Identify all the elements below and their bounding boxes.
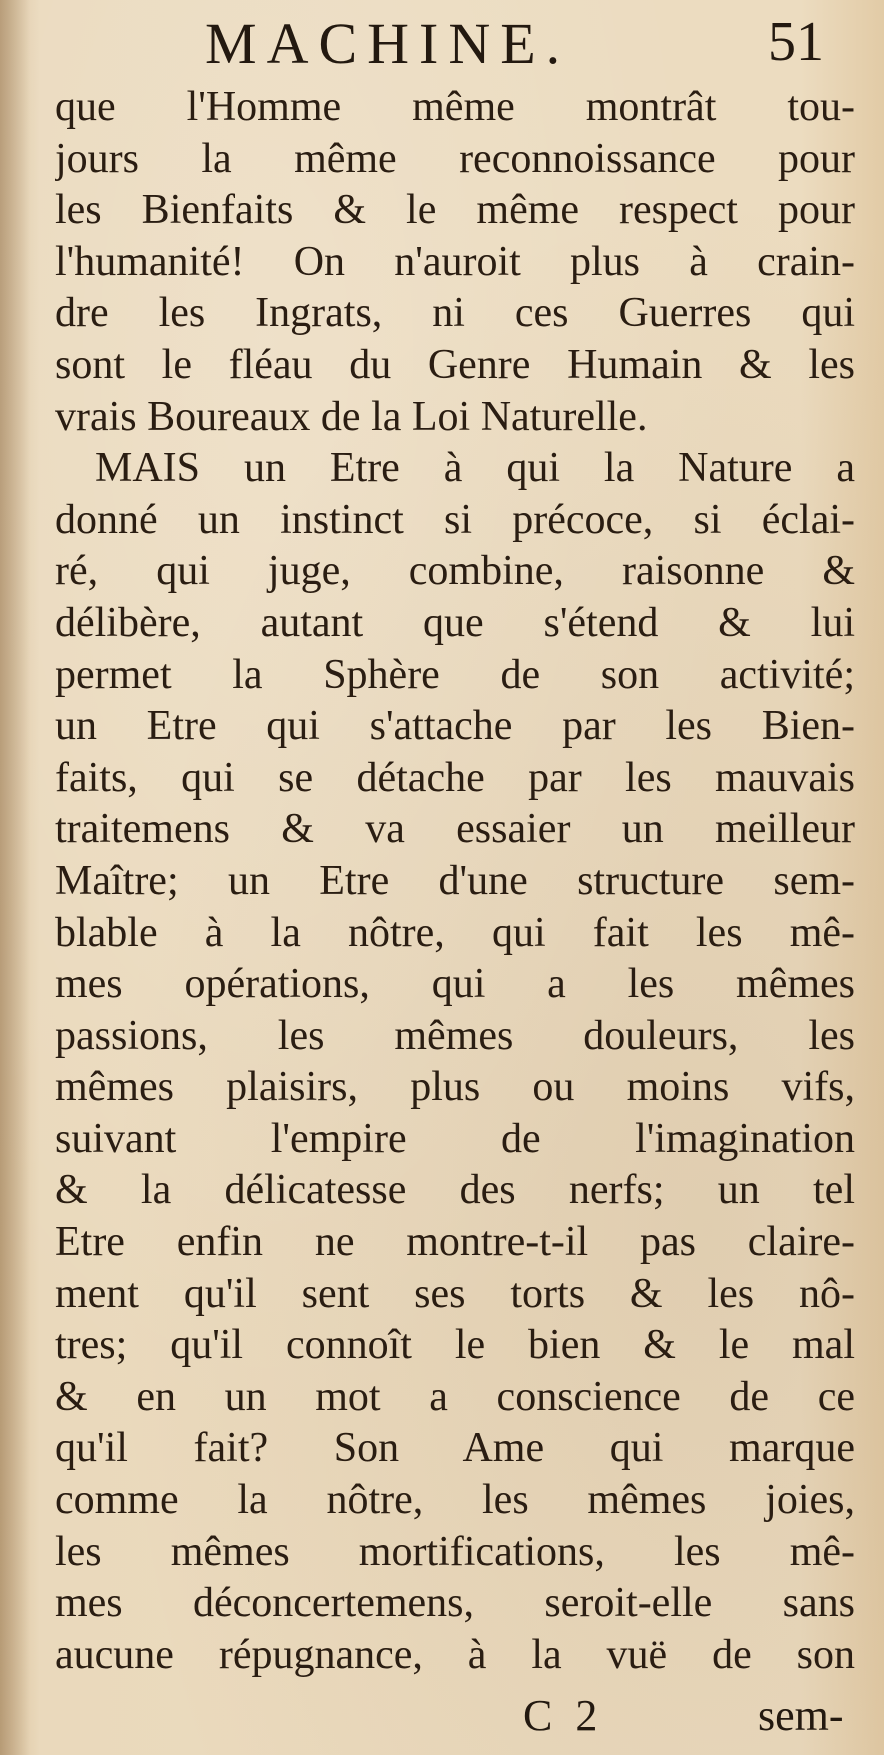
text-line: que l'Homme même montrât tou-: [55, 84, 855, 130]
text-line: Etre enfin ne montre-t-il pas claire-: [55, 1219, 855, 1266]
text-line: mêmes plaisirs, plus ou moins vifs,: [55, 1064, 855, 1111]
body-text: [55, 82, 855, 1681]
page-footer: [0, 1690, 884, 1750]
text-line: & la délicatesse des nerfs; un tel: [55, 1167, 855, 1214]
text-line: sont le fléau du Genre Humain & les: [55, 341, 855, 388]
text-line: l'humanité! On n'auroit plus à crain-: [55, 238, 855, 285]
text-line: vrais Boureaux de la Loi Naturelle.: [55, 393, 648, 440]
signature-mark: C 2: [523, 1691, 604, 1740]
text-line: tres; qu'il connoît le bien & le mal: [55, 1322, 855, 1369]
text-line: permet la Sphère de son activité;: [55, 651, 855, 698]
text-line: les Bienfaits & le même respect pour: [55, 187, 855, 234]
text-line: Maître; un Etre d'une structure sem-: [55, 857, 855, 904]
text-line: & en un mot a conscience de ce: [55, 1373, 855, 1420]
text-line: jours la même reconnoissance pour: [55, 135, 855, 182]
text-line: qu'il fait? Son Ame qui marque: [55, 1425, 855, 1472]
text-line: passions, les mêmes douleurs, les: [55, 1012, 855, 1059]
binding-shadow: [0, 0, 30, 1755]
text-line: ré, qui juge, combine, raisonne &: [55, 548, 855, 595]
running-title: MACHINE.: [205, 11, 571, 76]
text-line: mes opérations, qui a les mêmes: [55, 961, 855, 1008]
text-line: comme la nôtre, les mêmes joies,: [55, 1477, 855, 1524]
catchword: sem-: [758, 1691, 844, 1740]
text-line: un Etre qui s'attache par les Bien-: [55, 703, 855, 750]
text-line: les mêmes mortifications, les mê-: [55, 1528, 855, 1575]
text-line: mes déconcertemens, seroit-elle sans: [55, 1580, 855, 1627]
text-line: aucune répugnance, à la vuë de son: [55, 1631, 855, 1678]
text-line: faits, qui se détache par les mauvais: [55, 754, 855, 801]
text-line: dre les Ingrats, ni ces Guerres qui: [55, 290, 855, 337]
paragraph-start-line: MAIS un Etre à qui la Nature a: [95, 445, 855, 492]
text-line: suivant l'empire de l'imagination: [55, 1115, 855, 1162]
text-line: donné un instinct si précoce, si éclai-: [55, 496, 855, 543]
text-line: traitemens & va essaier un meilleur: [55, 806, 855, 853]
page-number: 51: [768, 11, 824, 73]
page-header: [0, 10, 884, 80]
text-line: ment qu'il sent ses torts & les nô-: [55, 1270, 855, 1317]
text-line: délibère, autant que s'étend & lui: [55, 599, 855, 646]
text-line: blable à la nôtre, qui fait les mê-: [55, 909, 855, 956]
